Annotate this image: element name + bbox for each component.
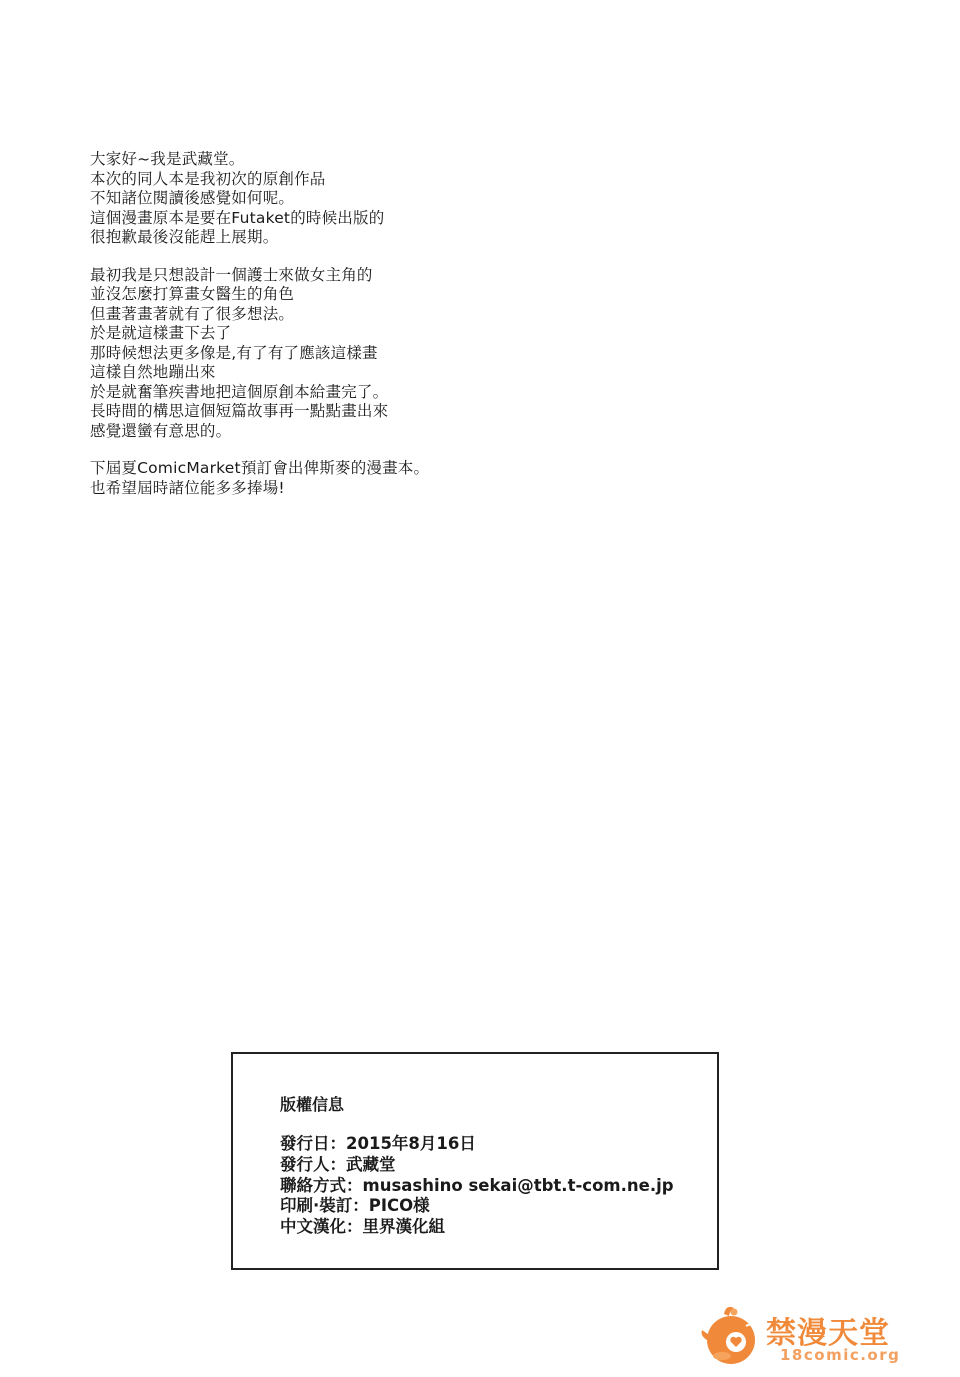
- colophon-label: 發行日: [280, 1134, 330, 1153]
- colophon-row-printing: [280, 1196, 674, 1217]
- colophon-label: 發行人: [280, 1154, 330, 1174]
- colophon-label: 中文漢化: [280, 1217, 346, 1237]
- afterword-line: 這樣自然地蹦出來: [90, 363, 216, 381]
- watermark-url[interactable]: 18comic.org: [780, 1346, 901, 1364]
- colophon-separator: ：: [329, 1154, 346, 1174]
- colophon-value: 里界漢化組: [362, 1217, 445, 1237]
- colophon-label: 聯絡方式: [280, 1175, 346, 1195]
- colophon-separator: ：: [346, 1217, 363, 1237]
- afterword-line: 長時間的構思這個短篇故事再一點點畫出來: [90, 402, 389, 420]
- colophon-rows: [280, 1134, 674, 1238]
- colophon-label: 印刷·裝訂: [280, 1196, 353, 1216]
- colophon-row-release-date: [280, 1134, 674, 1155]
- watermark-logo[interactable]: [698, 1300, 920, 1370]
- afterword-line: 並沒怎麼打算畫女醫生的角色: [90, 285, 295, 303]
- orange-bird-mascot-icon: [698, 1300, 768, 1370]
- afterword-line: 也希望屆時諸位能多多捧場!: [90, 478, 285, 497]
- afterword-line: 這個漫畫原本是要在Futaket的時候出版的: [90, 208, 385, 227]
- afterword-paragraph-3: [90, 459, 610, 498]
- colophon-separator: ：: [329, 1134, 346, 1153]
- afterword-line: 很抱歉最後沒能趕上展期。: [90, 228, 279, 246]
- colophon-separator: ：: [352, 1196, 369, 1216]
- colophon-row-publisher: [280, 1155, 674, 1176]
- colophon-value: 武藏堂: [346, 1154, 396, 1174]
- afterword-line: 感覺還蠻有意思的。: [90, 421, 232, 440]
- colophon-value: PICO様: [368, 1196, 430, 1216]
- afterword-line: 下屆夏ComicMarket預訂會出俾斯麥的漫畫本。: [90, 459, 430, 477]
- afterword-paragraph-1: [90, 150, 610, 248]
- afterword-line: 本次的同人本是我初次的原創作品: [90, 169, 326, 188]
- afterword-line: 大家好~我是武藏堂。: [90, 150, 245, 168]
- afterword-line: 於是就奮筆疾書地把這個原創本給畫完了。: [90, 382, 389, 401]
- colophon-title: 版權信息: [280, 1095, 345, 1114]
- afterword-line: 於是就這樣畫下去了: [90, 324, 232, 342]
- afterword-line: 但畫著畫著就有了很多想法。: [90, 304, 295, 323]
- afterword-line: 不知諸位閱讀後感覺如何呢。: [90, 189, 295, 207]
- watermark-name: 禁漫天堂: [766, 1316, 890, 1351]
- afterword-paragraph-2: [90, 266, 610, 442]
- afterword-line: 最初我是只想設計一個護士來做女主角的: [90, 265, 373, 284]
- colophon-box: [231, 1052, 719, 1270]
- colophon-separator: ：: [346, 1175, 363, 1195]
- colophon-value: 2015年8月16日: [346, 1134, 476, 1153]
- colophon-row-translation: [280, 1217, 674, 1238]
- colophon-row-contact: [280, 1176, 674, 1197]
- afterword-line: 那時候想法更多像是,有了有了應該這樣畫: [90, 343, 378, 362]
- colophon-value: musashino sekai@tbt.t-com.ne.jp: [362, 1175, 674, 1195]
- afterword-text: [90, 150, 610, 516]
